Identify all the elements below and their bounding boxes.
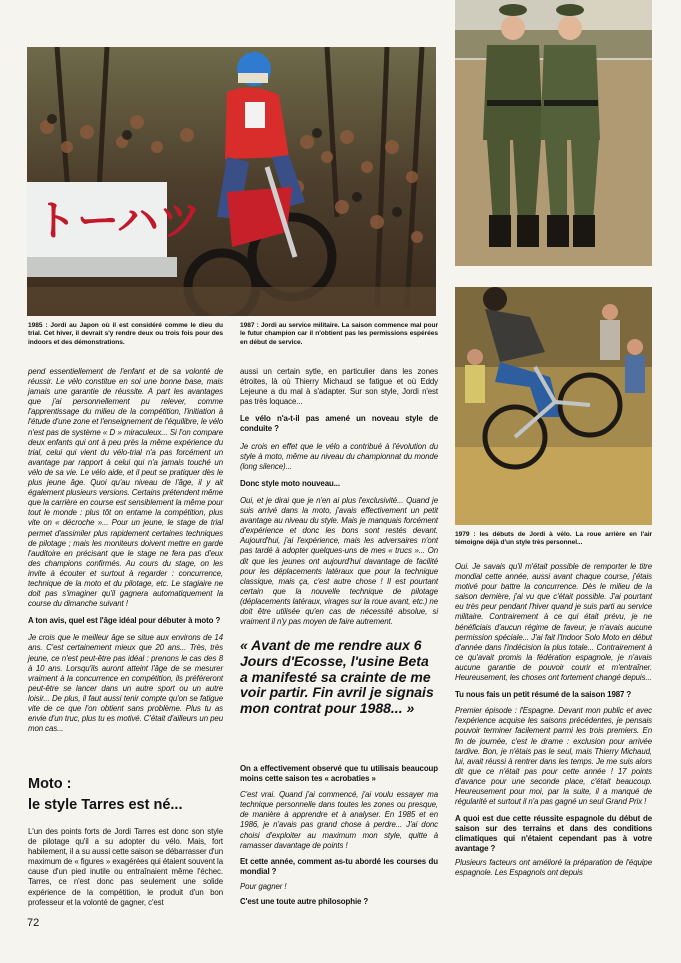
page-number: 72 bbox=[27, 917, 40, 929]
interview-question: Donc style moto nouveau... bbox=[240, 478, 340, 488]
interview-question: Le vélo n'a-t-il pas amené un noveau style de conduite ? bbox=[240, 414, 438, 434]
section-heading-line-1: Moto : bbox=[28, 776, 72, 792]
bicycle-trial-photo bbox=[455, 287, 652, 525]
caption-bicycle: 1979 : les débuts de Jordi à vélo. La roue arrière en l'air témoigne déjà d'un style très personnel... bbox=[455, 531, 652, 547]
caption-japan: 1985 : Jordi au Japon où il est considéré comme le dieu du trial. Cet hiver, il devrait s'y rendre deux ou trois fois pour des indoors et des démonstrations. bbox=[28, 322, 223, 346]
column-2-lower bbox=[240, 764, 438, 907]
trial-japan-photo bbox=[27, 47, 436, 316]
interview-question: Tu nous fais un petit résumé de la saison 1987 ? bbox=[455, 690, 632, 700]
column-1-lower bbox=[28, 827, 223, 908]
interview-question: A quoi est due cette réussite espagnole du début de saison sur des terrains et dans des conditions climatiques qui n'étaient cependant pas à votre avantage ? bbox=[455, 814, 652, 854]
body-paragraph: Oui. Je savais qu'il m'était possible de remporter le titre mondial cette année, aussi avant chaque course, j'étais motivé pour battre la concurrence. Dès le milieu de la saison dernière, j'ai vu que c'était possible. J'ai pourtant eu très peur pendant l'hiver quand je suis parti au service militaire. Contrairement à ce qui était prévu, je ne bénéficiais d'aucun régime de faveur, je n'avais aucune permission spéciale... J'ai fait l'Indoor Solo Moto en début d'année dans l'indécision la plus totale... Contrairement à ce qu'avait promis la fédération espagnole, je n'avais aucune garantie de pouvoir courir et m'entraîner. Heureusement, les choses ont fortement changé depuis... bbox=[455, 562, 652, 683]
interview-question: C'est une toute autre philosophie ? bbox=[240, 897, 369, 907]
body-paragraph: L'un des points forts de Jordi Tarres est donc son style de pilotage qu'il a su adopter du vélo. Mais, fort habilement, il a su aussi cette saison se débarrasser d'un maximum de « figures » exagérées qui étaient souvent la cause d'un pied inutile ou entraînaient même l'échec. Tarres, ce n'est donc pas seulement une solide expérience de la compétition, le produit d'un bon professeur et la volonté de gagner, c'est bbox=[28, 827, 223, 907]
banner-text: トーハツ bbox=[35, 196, 201, 245]
body-paragraph: aussi un certain sytle, en particulier dans les zones étroites, là où Thierry Michaud se fatigue et où Eddy Lejeune a du mal à s'adapter. Sur son style, Jordi n'est pas très loquace... bbox=[240, 367, 438, 407]
column-3 bbox=[455, 562, 652, 878]
body-paragraph: Premier épisode : l'Espagne. Devant mon public et avec l'expérience acquise les saisons précédentes, je pensais pouvoir terminer facilement parmi les trois premiers. En fin de journée, c'est le drame : exclusion pour arrivée tardive. Bon, je n'étais pas le seul, mais Thierry Michaud, lui, avait réussi à rentrer dans les temps. Je me suis alors dit que ce n'était pas pour cette année ! 17 points d'avance pour une seconde place, c'était beaucoup. Heureusement pour moi, par la suite, il a manqué de régularité et surtout il n'a pas gagné un seul Grand Prix ! bbox=[455, 706, 652, 807]
body-paragraph: pend essentiellement de l'enfant et de sa volonté de réussir. Le vélo constitue en soi une bonne base, mais jamais une garantie de réussite. A part les avantages que j'ai personnellement pu relever, comme l'apprentissage du milieu de la compétition, l'initiation à l'étude d'une zone et l'enseignement de l'équilibre, le vélo n'est pas de système « D » miraculeux... Si l'on compare deux enfants qui ont à peu près la même expérience du trial, celui qui vient du vélo-trial n'a pas forcément un avantage par rapport à celui qui n'a jamais touché un vélo de sa vie. Le vélo aide, et il peut se pratiquer dès le plus jeune âge. Quoi qu'au niveau de l'âge, il y ait également plusieurs versions. Certains prétendent même que la carrière en course est sensiblement la même pour tout le monde : plus tôt on entame la compétition, plus vite on « décroche »... Pour un jeune, le stage de trial permet d'assimiler plus rapidement certaines techniques de pilotage ; mais les moniteurs doivent mettre en garde l'auditoire en précisant que le stage ne fera pas d'eux des champions confirmés. Au cours du stage, on les invite à écouter et surtout à regarder : concurrence, technique de la moto et du pilotage, etc. Le stagiaire ne doit pas s'imaginer qu'il gagnera automatiquement la course du dimanche suivant ! bbox=[28, 367, 223, 609]
caption-military: 1987 : Jordi au service militaire. La saison commence mal pour le futur champion car il n'obtient pas les permissions espérées en début de service. bbox=[240, 322, 438, 346]
body-paragraph: Pour gagner ! bbox=[240, 881, 287, 891]
column-1 bbox=[28, 367, 223, 734]
section-heading-line-2: le style Tarres est né... bbox=[28, 797, 183, 813]
body-paragraph: Je crois en effet que le vélo a contribué à l'évolution du style à moto, même au niveau du championnat du monde (long silence)... bbox=[240, 441, 438, 471]
body-paragraph: C'est vrai. Quand j'ai commencé, j'ai voulu essayer ma technique personnelle dans toutes les zones ou presque, de manière à apprendre et à analyser. En 1985 et en 1986, je n'avais pas grand chose à perdre... J'ai donc choisi d'exploiter au maximum mon style, quitte à ramasser davantage de points ! bbox=[240, 790, 438, 850]
pull-quote: « Avant de me rendre aux 6 Jours d'Ecosse, l'usine Beta a manifesté sa crainte de me voir partir. Fin avril je signais mon contrat pour 1988... » bbox=[240, 637, 434, 717]
interview-question: On a effectivement observé que tu utilisais beaucoup moins cette saison tes « acrobaties » bbox=[240, 764, 438, 784]
body-paragraph: Je crois que le meilleur âge se situe aux environs de 14 ans. C'est certainement mieux que 20 ans... Très, très jeune, ce n'est peut-être pas idéal : prenons le cas des 8 à 10 ans. Lorsqu'ils auront atteint l'âge de se mesurer vraiment à la concurrence en compétition, ils préféreront peut-être se lancer dans un autre sport ou un autre loisir... De plus, il faut aussi tenir compte qu'on se fatigue vite de ce que l'on obtient sans problème. Plus tu as envie d'un truc, plus tu es motivé. C'était d'ailleurs un peu mon cas... bbox=[28, 633, 223, 734]
interview-question: A ton avis, quel est l'âge idéal pour débuter à moto ? bbox=[28, 616, 221, 626]
section-heading bbox=[28, 776, 228, 814]
military-service-photo bbox=[455, 0, 652, 266]
column-2 bbox=[240, 367, 438, 627]
body-paragraph: Oui, et je dirai que je n'en ai plus l'exclusivité... Quand je suis arrivé dans la moto, j'avais effectivement un petit avantage au niveau du style. Mais je manquais forcément d'expérience et donc les bons sont restés devant. Aujourd'hui, j'ai l'expérience, mais les adversaires n'ont pas tardé à adopter quelques-uns de mes « trucs »... On dit que les jeunes ont aujourd'hui davantage de facilité pour les déplacements latéraux que pour la technique classique, mais ça, c'est autre chose ! Il est pourtant certain que la nouvelle technique de pilotage (déplacements latéraux, virages sur la roue avant, etc.) ne doit être utilisée qu'en cas de nécessité absolue, si vraiment il n'y pas moyen de faire autrement. bbox=[240, 495, 438, 627]
interview-question: Et cette année, comment as-tu abordé les courses du mondial ? bbox=[240, 856, 438, 876]
body-paragraph: Plusieurs facteurs ont amélioré la préparation de l'équipe espagnole. Les Espagnols ont depuis bbox=[455, 857, 652, 877]
